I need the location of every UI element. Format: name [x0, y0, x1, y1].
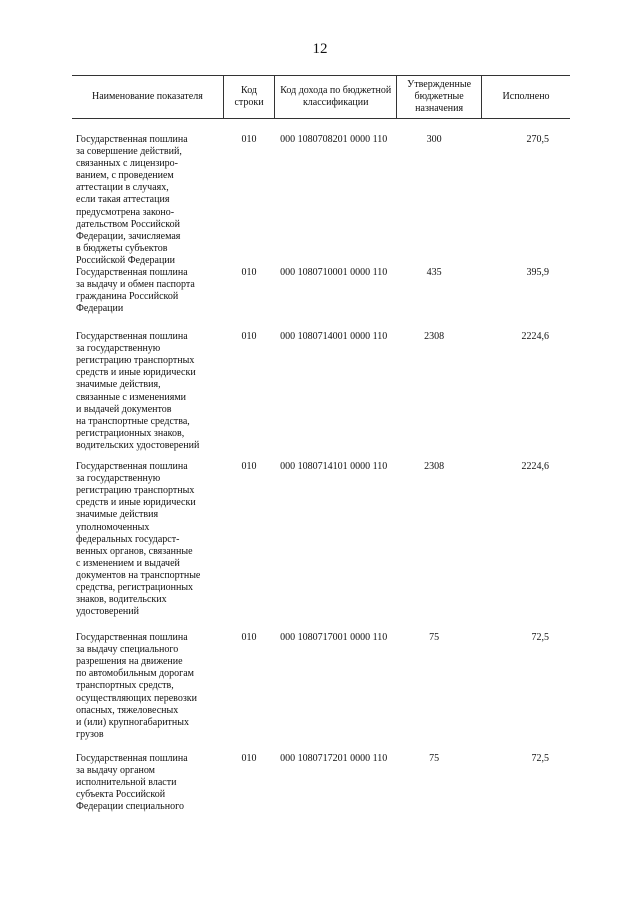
approved-amount: 75 [429, 632, 440, 644]
indicator-name [72, 461, 223, 632]
executed-amount: 2224,6 [521, 331, 549, 343]
indicator-name-line: Российской Федерации [76, 254, 176, 266]
table-row [72, 331, 570, 461]
line-code: 010 [241, 134, 257, 145]
indicator-name-line: Государственная пошлина [76, 753, 188, 765]
header-name: Наименование показателя [72, 76, 223, 119]
indicator-name-line: транспортных средств, [76, 680, 174, 692]
indicator-name-line: за совершение действий, [76, 146, 182, 158]
indicator-name-line: связанные с изменениями [76, 391, 187, 403]
line-code: 010 [241, 461, 257, 473]
indicator-name [72, 267, 223, 331]
revenue-code: 000 1080708201 0000 110 [280, 134, 388, 145]
indicator-name-line: регистрационных знаков, [76, 427, 185, 439]
indicator-name-line: Федерации, зачисляемая [76, 230, 181, 242]
indicator-name-line: Федерации специального [76, 801, 184, 813]
indicator-name-line: значимые действия [76, 509, 159, 521]
indicator-name-line: Государственная пошлина [76, 461, 188, 473]
indicator-name-line: уполномоченных [76, 521, 150, 533]
indicator-name-line: Государственная пошлина [76, 134, 188, 145]
indicator-name-line: гражданина Российской [76, 291, 179, 303]
indicator-name-line: средств и иные юридически [76, 367, 196, 379]
table-row [72, 267, 570, 331]
indicator-name-line: за выдачу органом [76, 765, 156, 777]
indicator-name-line: на транспортные средства, [76, 415, 190, 427]
indicator-name [72, 753, 223, 823]
indicator-name-line: средства, регистрационных [76, 581, 194, 593]
line-code: 010 [241, 632, 257, 644]
revenue-code: 000 1080714101 0000 110 [280, 461, 388, 473]
approved-amount: 2308 [424, 461, 445, 473]
indicator-name-line: знаков, водительских [76, 594, 167, 606]
indicator-name-line: аттестации в случаях, [76, 182, 169, 194]
indicator-name-line: федеральных государст- [76, 533, 180, 545]
indicator-name-line: если такая аттестация [76, 194, 170, 206]
indicator-name-line: предусмотрена законо- [76, 206, 175, 218]
indicator-name-line: средств и иные юридически [76, 497, 196, 509]
table-row [72, 753, 570, 823]
indicator-name-line: регистрацию транспортных [76, 355, 195, 367]
revenue-code: 000 1080717001 0000 110 [280, 632, 388, 644]
line-code: 010 [241, 331, 257, 343]
indicator-name-line: связанных с лицензиро- [76, 158, 178, 170]
indicator-name [72, 119, 223, 268]
revenue-code: 000 1080710001 0000 110 [280, 267, 388, 279]
table-body [72, 119, 570, 824]
indicator-name-line: Федерации [76, 303, 124, 315]
indicator-name-line: разрешения на движение [76, 656, 183, 668]
executed-amount: 72,5 [531, 753, 549, 765]
indicator-name-line: за выдачу и обмен паспорта [76, 279, 195, 291]
indicator-name-line: значимые действия, [76, 379, 161, 391]
indicator-name-line: осуществляющих перевозки [76, 692, 197, 704]
budget-table [72, 75, 570, 823]
indicator-name-line: субъекта Российской [76, 789, 166, 801]
indicator-name-line: дательством Российской [76, 218, 181, 230]
approved-amount: 300 [426, 134, 442, 145]
header-code: Код строки [223, 76, 275, 119]
executed-amount: 395,9 [526, 267, 549, 279]
indicator-name-line: исполнительной власти [76, 777, 177, 789]
table-row [72, 632, 570, 753]
header-kbk: Код дохода по бюджетной классификации [275, 76, 397, 119]
indicator-name [72, 331, 223, 461]
indicator-name-line: Государственная пошлина [76, 331, 188, 343]
indicator-name-line: с изменением и выдачей [76, 557, 180, 569]
table-row [72, 461, 570, 632]
indicator-name-line: венных органов, связанные [76, 545, 193, 557]
approved-amount: 435 [426, 267, 442, 279]
indicator-name-line: и выдачей документов [76, 403, 172, 415]
executed-amount: 72,5 [531, 632, 549, 644]
indicator-name [72, 632, 223, 753]
page-number: 12 [312, 41, 328, 57]
line-code: 010 [241, 267, 257, 279]
revenue-code: 000 1080714001 0000 110 [280, 331, 388, 343]
indicator-name-line: за выдачу специального [76, 644, 179, 656]
indicator-name-line: документов на транспортные [76, 569, 201, 581]
approved-amount: 2308 [424, 331, 445, 343]
indicator-name-line: Государственная пошлина [76, 632, 188, 644]
revenue-code: 000 1080717201 0000 110 [280, 753, 388, 765]
indicator-name-line: опасных, тяжеловесных [76, 704, 179, 716]
indicator-name-line: по автомобильным дорогам [76, 668, 194, 680]
executed-amount: 270,5 [526, 134, 549, 145]
header-done: Исполнено [482, 76, 570, 119]
indicator-name-line: удостоверений [76, 606, 139, 618]
indicator-name-line: Государственная пошлина [76, 267, 188, 279]
indicator-name-line: регистрацию транспортных [76, 485, 195, 497]
indicator-name-line: водительских удостоверений [76, 439, 200, 451]
header-plan: Утвержденные бюджетные назначения [397, 76, 482, 119]
indicator-name-line: за государственную [76, 473, 161, 485]
indicator-name-line: и (или) крупногабаритных [76, 716, 189, 728]
approved-amount: 75 [429, 753, 440, 765]
table-row [72, 119, 570, 268]
line-code: 010 [241, 753, 257, 765]
executed-amount: 2224,6 [521, 461, 549, 473]
table-header-row [72, 76, 570, 119]
indicator-name-line: ванием, с проведением [76, 170, 174, 182]
indicator-name-line: за государственную [76, 343, 161, 355]
indicator-name-line: грузов [76, 728, 104, 740]
indicator-name-line: в бюджеты субъектов [76, 242, 168, 254]
